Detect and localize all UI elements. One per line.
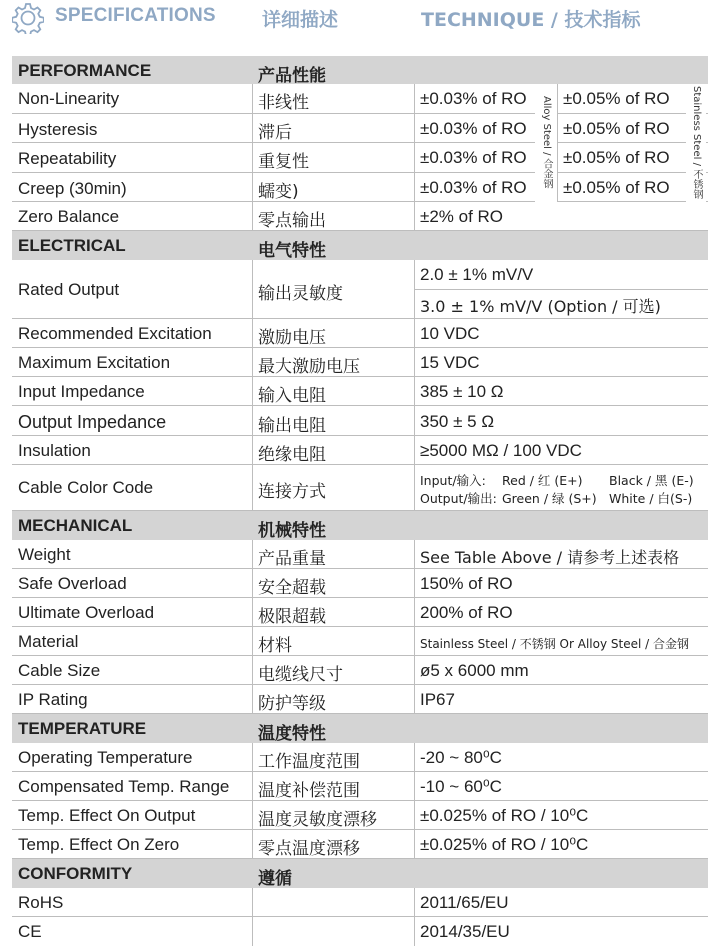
row-value: 385 ± 10 Ω xyxy=(420,382,504,401)
table-row xyxy=(12,406,708,436)
row-value: 15 VDC xyxy=(420,353,480,372)
row-value: IP67 xyxy=(420,690,455,709)
header-title-cn: 详细描述 xyxy=(262,9,339,31)
row-value: -20 ~ 80⁰C xyxy=(420,748,502,767)
row-label-cn: 极限超载 xyxy=(258,607,326,627)
cable-input-neg: Black / 黑 (E-) xyxy=(609,473,694,488)
table-row xyxy=(12,540,708,569)
table-row xyxy=(12,888,708,917)
row-label: Output Impedance xyxy=(18,412,167,432)
stainless-value: ±0.05% of RO xyxy=(563,89,670,108)
table-row xyxy=(12,627,708,656)
table-row xyxy=(12,143,708,173)
row-label-cn: 零点温度漂移 xyxy=(258,839,360,859)
table-row xyxy=(12,436,708,465)
row-label: Operating Temperature xyxy=(18,748,193,767)
row-label: Repeatability xyxy=(18,149,117,168)
section-title: ELECTRICAL xyxy=(18,236,126,255)
table-row xyxy=(12,772,708,801)
row-label: Insulation xyxy=(18,441,91,460)
row-value: See Table Above / 请参考上述表格 xyxy=(420,548,680,567)
table-row xyxy=(12,656,708,685)
row-label-cn: 输入电阻 xyxy=(258,386,326,406)
row-label: Weight xyxy=(18,545,71,564)
row-value: 2014/35/EU xyxy=(420,922,510,941)
cable-input-label: Input/输入: xyxy=(420,473,486,488)
row-label-cn: 非线性 xyxy=(258,93,309,113)
row-label-cn: 安全超载 xyxy=(258,578,326,598)
page-header xyxy=(0,0,727,40)
table-row xyxy=(12,377,708,406)
row-label-cn: 零点输出 xyxy=(258,211,326,231)
table-row xyxy=(12,202,708,231)
table-row xyxy=(12,801,708,830)
section-temperature xyxy=(12,714,708,743)
section-title: MECHANICAL xyxy=(18,516,133,535)
stainless-value: ±0.05% of RO xyxy=(563,119,670,138)
divider xyxy=(252,888,253,946)
alloy-value: ±0.03% of RO xyxy=(420,119,527,138)
row-label: Safe Overload xyxy=(18,574,127,593)
section-title: CONFORMITY xyxy=(18,864,133,883)
row-label-cn: 工作温度范围 xyxy=(258,752,360,772)
header-title-tech: TECHNIQUE / 技术指标 xyxy=(421,9,641,31)
material-alloy-label: Alloy Steel / 合金钢 xyxy=(541,96,552,189)
stainless-value: ±0.05% of RO xyxy=(563,178,670,197)
table-row xyxy=(12,917,708,946)
divider xyxy=(414,743,415,859)
row-value: -10 ~ 60⁰C xyxy=(420,777,502,796)
stainless-label-cell xyxy=(686,84,706,202)
table-row xyxy=(12,260,708,319)
row-value: ±0.025% of RO / 10⁰C xyxy=(420,806,589,825)
row-value: ø5 x 6000 mm xyxy=(420,661,529,680)
row-label-cn: 产品重量 xyxy=(258,549,326,569)
header-title-en: SPECIFICATIONS xyxy=(55,5,216,26)
table-row xyxy=(12,465,708,511)
stainless-value: ±0.05% of RO xyxy=(563,148,670,167)
row-label: Creep (30min) xyxy=(18,179,127,198)
row-label: Temp. Effect On Zero xyxy=(18,835,180,854)
section-title-cn: 产品性能 xyxy=(258,66,326,86)
row-value: ≥5000 MΩ / 100 VDC xyxy=(420,441,582,460)
section-electrical xyxy=(12,231,708,260)
table-row xyxy=(12,173,708,202)
cable-input-pos: Red / 红 (E+) xyxy=(502,473,583,488)
row-label: Input Impedance xyxy=(18,382,145,401)
row-label: CE xyxy=(18,922,42,941)
table-row xyxy=(12,743,708,772)
row-label-cn: 电缆线尺寸 xyxy=(258,665,343,685)
row-label-cn: 蠕变) xyxy=(258,182,299,202)
row-label-cn: 滞后 xyxy=(258,123,292,143)
row-label: Material xyxy=(18,632,79,651)
divider xyxy=(414,888,415,946)
material-stainless-label: Stainless Steel / 不锈钢 xyxy=(691,86,702,200)
section-title: TEMPERATURE xyxy=(18,719,147,738)
row-label: Ultimate Overload xyxy=(18,603,155,622)
section-mechanical xyxy=(12,511,708,540)
row-label-cn: 温度补偿范围 xyxy=(258,781,360,801)
row-value: Stainless Steel / 不锈钢 Or Alloy Steel / 合金钢 xyxy=(420,637,689,651)
row-value: 2011/65/EU xyxy=(420,893,509,912)
table-row xyxy=(12,569,708,598)
gear-icon xyxy=(12,2,44,34)
alloy-label-cell xyxy=(535,84,557,202)
section-conformity xyxy=(12,859,708,888)
cable-output-label: Output/输出: xyxy=(420,491,497,506)
section-title-cn: 温度特性 xyxy=(258,724,326,744)
row-label: Hysteresis xyxy=(18,120,98,139)
row-label: Non-Linearity xyxy=(18,89,120,108)
alloy-value: ±0.03% of RO xyxy=(420,178,527,197)
row-value: 3.0 ± 1% mV/V (Option / 可选) xyxy=(420,297,661,316)
table-row xyxy=(12,319,708,348)
section-title-cn: 机械特性 xyxy=(258,521,326,541)
row-value: ±2% of RO xyxy=(420,207,504,226)
row-label: Compensated Temp. Range xyxy=(18,777,230,796)
divider xyxy=(557,84,558,202)
row-label: Rated Output xyxy=(18,280,120,299)
row-label: Zero Balance xyxy=(18,207,120,226)
row-label-cn: 激励电压 xyxy=(258,328,326,348)
divider xyxy=(252,84,253,231)
row-label-cn: 绝缘电阻 xyxy=(258,445,326,465)
section-title-cn: 遵循 xyxy=(258,869,292,889)
section-title-cn: 电气特性 xyxy=(258,241,326,261)
table-row xyxy=(12,830,708,859)
row-label: Recommended Excitation xyxy=(18,324,212,343)
row-value: 150% of RO xyxy=(420,574,513,593)
alloy-value: ±0.03% of RO xyxy=(420,89,527,108)
section-title: PERFORMANCE xyxy=(18,61,152,80)
row-label-cn: 温度灵敏度漂移 xyxy=(258,810,377,830)
section-performance xyxy=(12,56,708,84)
row-label-cn: 重复性 xyxy=(258,152,309,172)
row-label: Cable Color Code xyxy=(18,478,154,497)
row-value: 2.0 ± 1% mV/V xyxy=(420,265,534,284)
divider xyxy=(252,540,253,714)
row-value: 350 ± 5 Ω xyxy=(420,412,495,431)
row-label-cn: 材料 xyxy=(258,636,292,656)
alloy-value: ±0.03% of RO xyxy=(420,148,527,167)
row-label: Temp. Effect On Output xyxy=(18,806,196,825)
row-label-cn: 输出电阻 xyxy=(258,416,326,436)
table-row xyxy=(12,114,708,143)
row-label: RoHS xyxy=(18,893,64,912)
divider xyxy=(414,260,415,511)
row-value: ±0.025% of RO / 10⁰C xyxy=(420,835,589,854)
divider xyxy=(414,289,708,290)
cable-output-pos: Green / 绿 (S+) xyxy=(502,491,597,506)
divider xyxy=(414,84,415,231)
divider xyxy=(252,260,253,511)
table-row xyxy=(12,84,708,114)
row-label-cn: 输出灵敏度 xyxy=(258,284,343,304)
divider xyxy=(414,540,415,714)
row-label-cn: 最大激励电压 xyxy=(258,357,360,377)
row-value: 10 VDC xyxy=(420,324,480,343)
row-value: 200% of RO xyxy=(420,603,513,622)
row-label: IP Rating xyxy=(18,690,88,709)
row-label-cn: 连接方式 xyxy=(258,482,326,502)
row-label: Cable Size xyxy=(18,661,101,680)
row-label: Maximum Excitation xyxy=(18,353,171,372)
table-row xyxy=(12,685,708,714)
divider xyxy=(252,743,253,859)
table-row xyxy=(12,598,708,627)
row-label-cn: 防护等级 xyxy=(258,694,326,714)
table-row xyxy=(12,348,708,377)
cable-output-neg: White / 白(S-) xyxy=(609,491,693,506)
